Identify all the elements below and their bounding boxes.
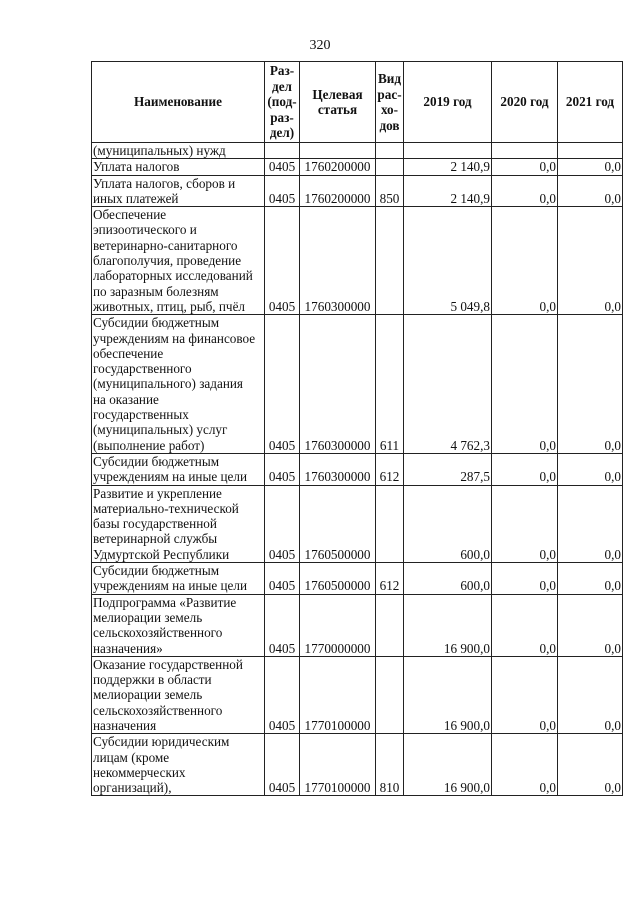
cell-2020: 0,0 <box>492 175 558 207</box>
cell-type <box>376 656 404 733</box>
cell-target <box>300 143 376 159</box>
table-row <box>92 594 623 656</box>
cell-section: 0405 <box>265 594 300 656</box>
cell-section: 0405 <box>265 563 300 595</box>
cell-type <box>376 143 404 159</box>
header-type: Вид рас- хо- дов <box>376 62 404 143</box>
cell-2020: 0,0 <box>492 563 558 595</box>
header-2019: 2019 год <box>404 62 492 143</box>
cell-2019: 16 900,0 <box>404 734 492 796</box>
cell-2021: 0,0 <box>558 315 623 454</box>
cell-2020: 0,0 <box>492 594 558 656</box>
cell-target: 1760200000 <box>300 159 376 175</box>
cell-2020: 0,0 <box>492 159 558 175</box>
header-name: Наименование <box>92 62 265 143</box>
cell-name: Субсидии бюджетным учреждениям на финансовое обеспечение государственного (муниципального) задания на оказание государственных (муниципальных) услуг (выполнение работ) <box>92 315 265 454</box>
cell-target: 1770100000 <box>300 734 376 796</box>
cell-type <box>376 159 404 175</box>
cell-target: 1770000000 <box>300 594 376 656</box>
cell-2019: 5 049,8 <box>404 207 492 315</box>
table-row <box>92 734 623 796</box>
cell-2021: 0,0 <box>558 207 623 315</box>
table-row <box>92 159 623 175</box>
table-body <box>92 143 623 796</box>
cell-2020: 0,0 <box>492 453 558 485</box>
cell-name: Субсидии юридическим лицам (кроме некоммерческих организаций), <box>92 734 265 796</box>
cell-2020: 0,0 <box>492 315 558 454</box>
cell-2019: 4 762,3 <box>404 315 492 454</box>
cell-2020: 0,0 <box>492 656 558 733</box>
cell-type: 612 <box>376 453 404 485</box>
cell-section: 0405 <box>265 734 300 796</box>
cell-name: Оказание государственной поддержки в области мелиорации земель сельскохозяйственного назначения <box>92 656 265 733</box>
cell-name: Обеспечение эпизоотического и ветеринарно-санитарного благополучия, проведение лабораторных исследований по заразным болезням животных, птиц, рыб, пчёл <box>92 207 265 315</box>
cell-2019: 600,0 <box>404 563 492 595</box>
cell-section: 0405 <box>265 656 300 733</box>
table-row <box>92 315 623 454</box>
cell-target: 1760300000 <box>300 453 376 485</box>
cell-section <box>265 143 300 159</box>
cell-2020 <box>492 143 558 159</box>
table-row <box>92 143 623 159</box>
table-row <box>92 207 623 315</box>
cell-name: Субсидии бюджетным учреждениям на иные цели <box>92 453 265 485</box>
cell-name: Развитие и укрепление материально-технической базы государственной ветеринарной службы Удмуртской Республики <box>92 485 265 562</box>
cell-section: 0405 <box>265 315 300 454</box>
cell-type <box>376 594 404 656</box>
cell-2019: 2 140,9 <box>404 159 492 175</box>
cell-2021: 0,0 <box>558 175 623 207</box>
cell-name: Субсидии бюджетным учреждениям на иные цели <box>92 563 265 595</box>
cell-2019: 16 900,0 <box>404 594 492 656</box>
cell-2019 <box>404 143 492 159</box>
cell-section: 0405 <box>265 207 300 315</box>
cell-section: 0405 <box>265 453 300 485</box>
header-section: Раз- дел (под- раз- дел) <box>265 62 300 143</box>
cell-2020: 0,0 <box>492 485 558 562</box>
cell-type <box>376 485 404 562</box>
cell-name: Уплата налогов <box>92 159 265 175</box>
cell-name: Подпрограмма «Развитие мелиорации земель сельскохозяйственного назначения» <box>92 594 265 656</box>
cell-2019: 2 140,9 <box>404 175 492 207</box>
cell-name: (муниципальных) нужд <box>92 143 265 159</box>
cell-2021: 0,0 <box>558 594 623 656</box>
cell-2021: 0,0 <box>558 563 623 595</box>
cell-type: 612 <box>376 563 404 595</box>
cell-section: 0405 <box>265 159 300 175</box>
cell-2020: 0,0 <box>492 734 558 796</box>
cell-target: 1760300000 <box>300 315 376 454</box>
cell-section: 0405 <box>265 485 300 562</box>
cell-target: 1760500000 <box>300 485 376 562</box>
cell-2021: 0,0 <box>558 656 623 733</box>
cell-type <box>376 207 404 315</box>
cell-name: Уплата налогов, сборов и иных платежей <box>92 175 265 207</box>
table-row <box>92 453 623 485</box>
header-target: Целевая статья <box>300 62 376 143</box>
cell-type: 611 <box>376 315 404 454</box>
budget-table <box>91 61 623 796</box>
table-row <box>92 485 623 562</box>
cell-type: 850 <box>376 175 404 207</box>
cell-type: 810 <box>376 734 404 796</box>
cell-2020: 0,0 <box>492 207 558 315</box>
cell-2021: 0,0 <box>558 159 623 175</box>
cell-target: 1770100000 <box>300 656 376 733</box>
cell-2021 <box>558 143 623 159</box>
cell-2021: 0,0 <box>558 734 623 796</box>
cell-2019: 16 900,0 <box>404 656 492 733</box>
cell-2019: 600,0 <box>404 485 492 562</box>
cell-2021: 0,0 <box>558 453 623 485</box>
cell-2019: 287,5 <box>404 453 492 485</box>
cell-target: 1760500000 <box>300 563 376 595</box>
table-row <box>92 175 623 207</box>
page-number: 320 <box>309 38 331 53</box>
header-2020: 2020 год <box>492 62 558 143</box>
cell-target: 1760300000 <box>300 207 376 315</box>
table-row <box>92 656 623 733</box>
table-row <box>92 563 623 595</box>
header-2021: 2021 год <box>558 62 623 143</box>
cell-section: 0405 <box>265 175 300 207</box>
table-header-row <box>92 62 623 143</box>
cell-2021: 0,0 <box>558 485 623 562</box>
cell-target: 1760200000 <box>300 175 376 207</box>
